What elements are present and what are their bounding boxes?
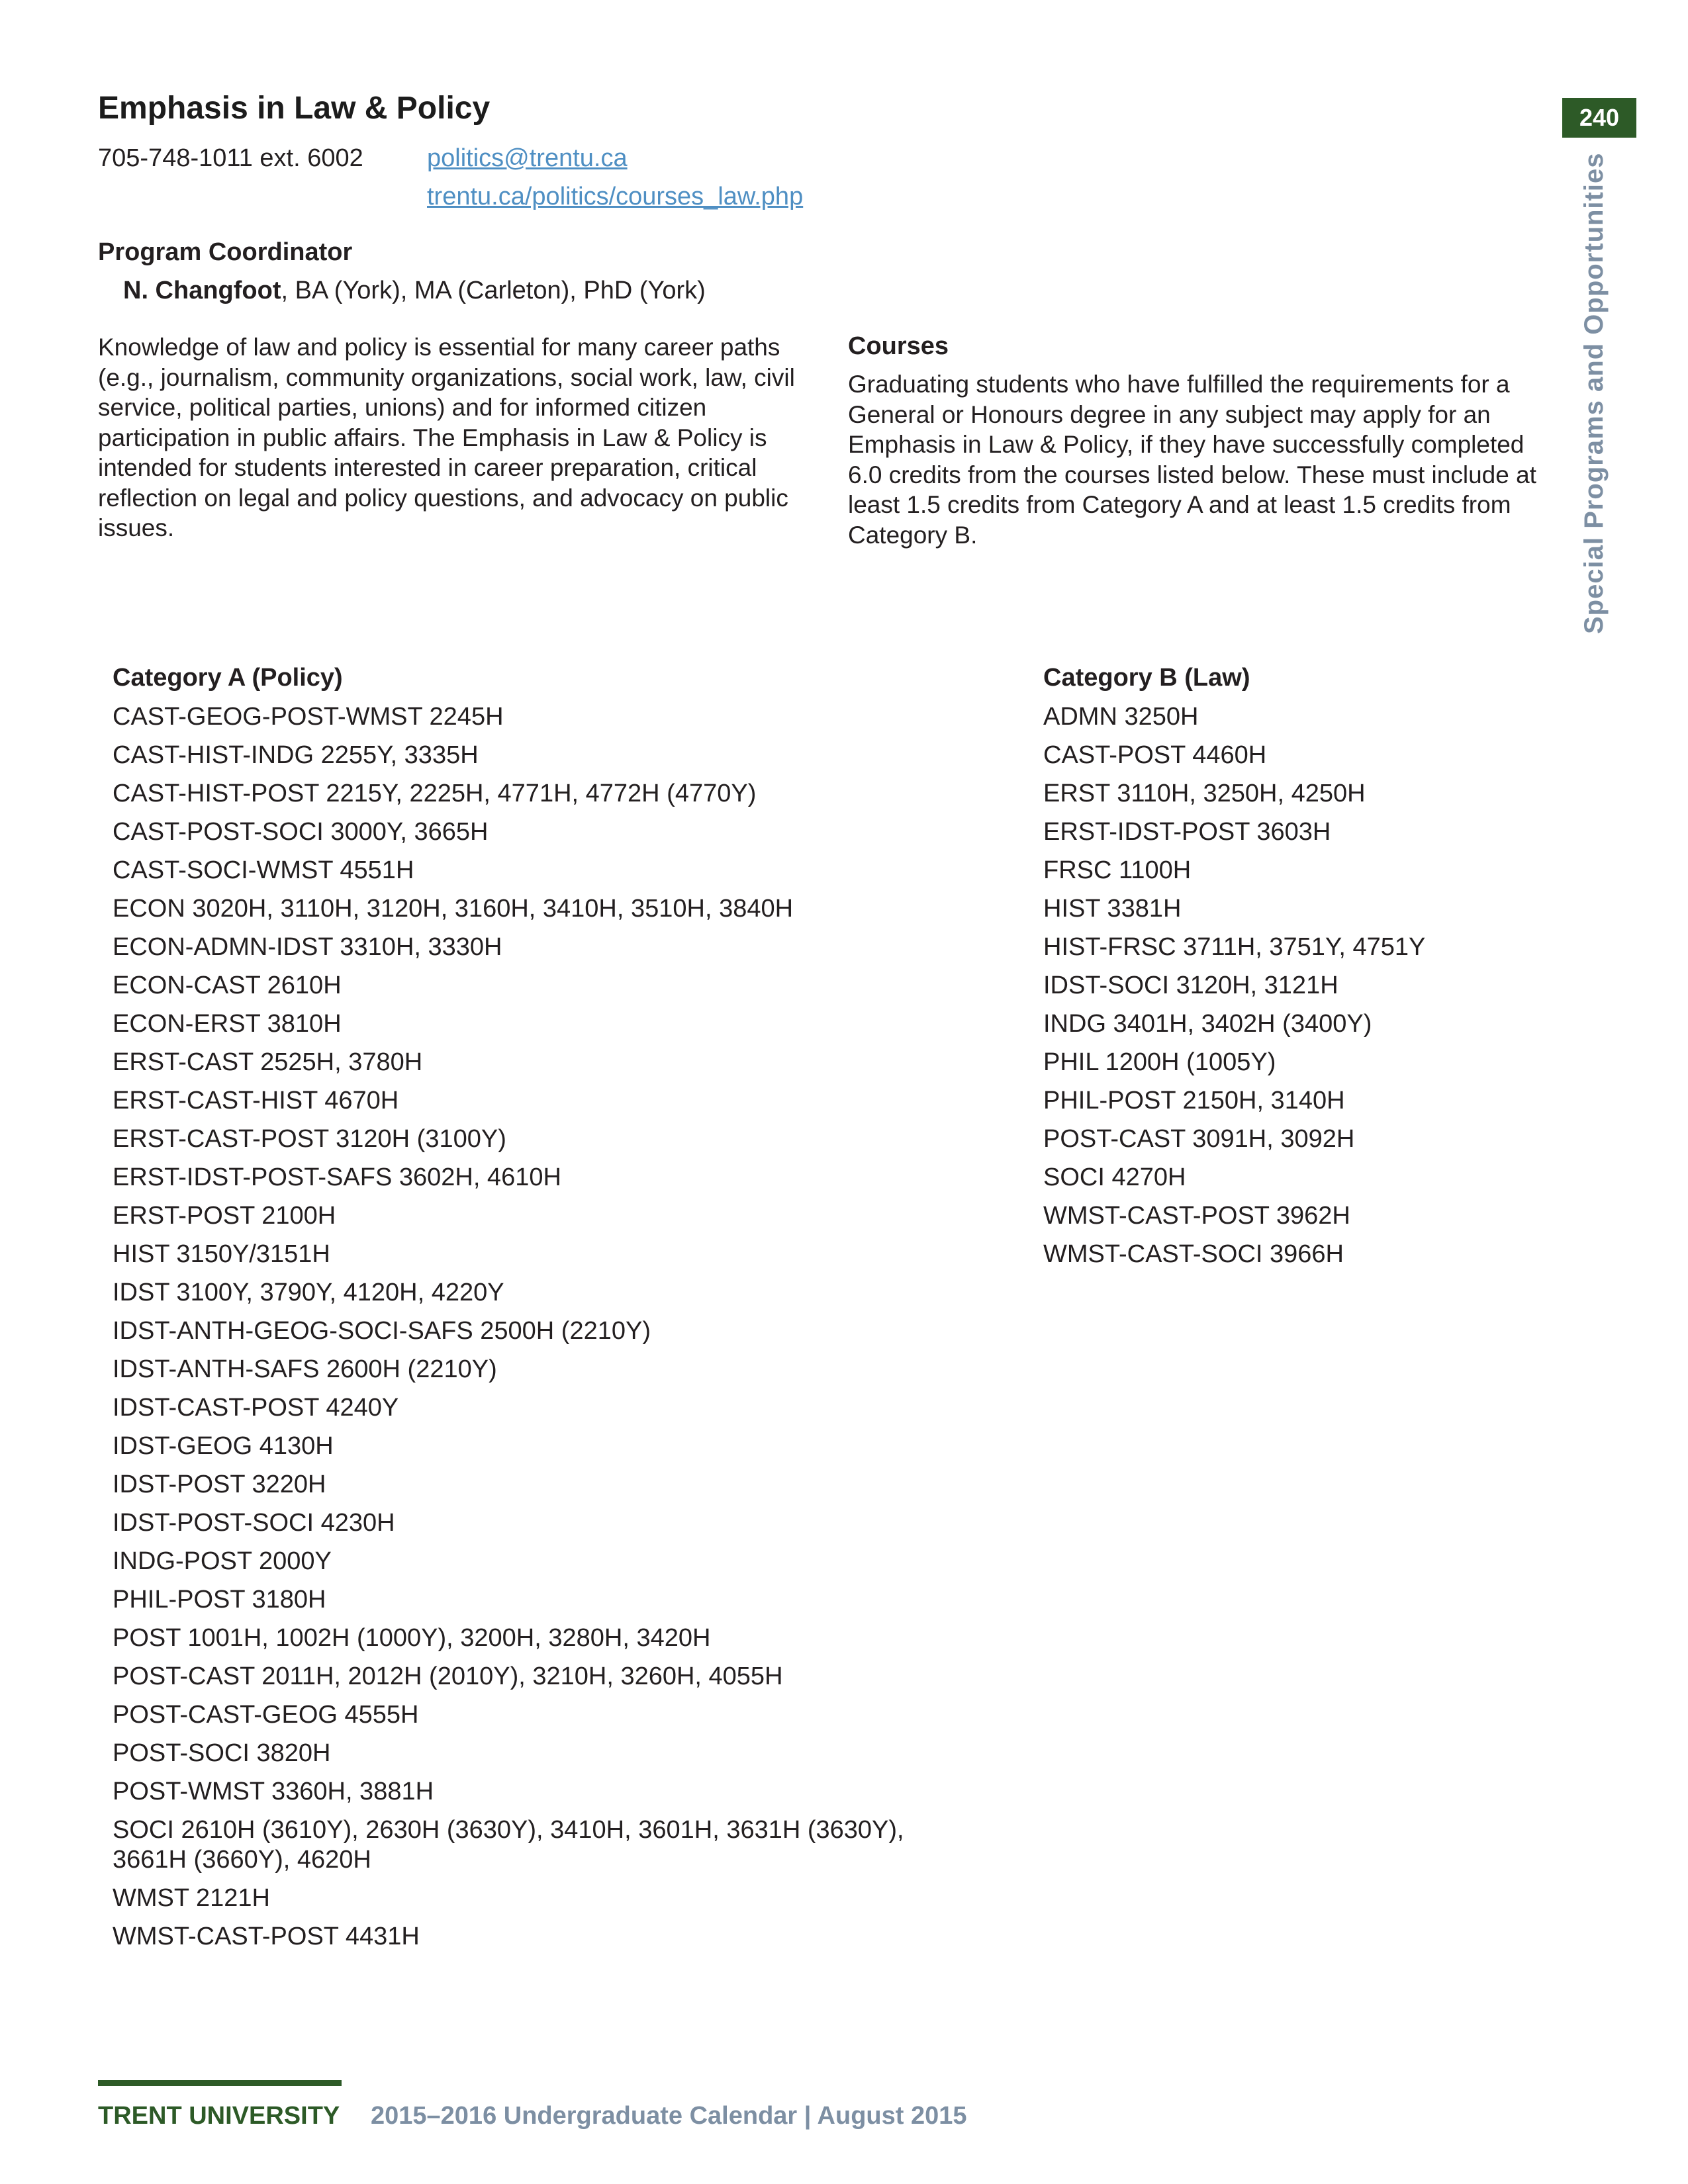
list-item: CAST-POST-SOCI 3000Y, 3665H: [113, 818, 489, 846]
list-item: IDST-ANTH-GEOG-SOCI-SAFS 2500H (2210Y): [113, 1317, 651, 1345]
phone-number: 705-748-1011 ext. 6002: [98, 144, 363, 172]
list-item: CAST-HIST-INDG 2255Y, 3335H: [113, 741, 479, 769]
list-item: IDST-CAST-POST 4240Y: [113, 1394, 399, 1422]
list-item: ERST-CAST 2525H, 3780H: [113, 1048, 423, 1076]
courses-heading: Courses: [848, 332, 949, 360]
list-item: WMST-CAST-SOCI 3966H: [1043, 1240, 1344, 1268]
list-item: IDST-GEOG 4130H: [113, 1432, 334, 1460]
list-item: ECON 3020H, 3110H, 3120H, 3160H, 3410H, 3510H, 3840H: [113, 895, 794, 923]
list-item: ADMN 3250H: [1043, 703, 1199, 731]
list-item: HIST-FRSC 3711H, 3751Y, 4751Y: [1043, 933, 1426, 961]
list-item: INDG-POST 2000Y: [113, 1547, 332, 1575]
list-item: ERST-IDST-POST-SAFS 3602H, 4610H: [113, 1163, 561, 1191]
list-item: CAST-HIST-POST 2215Y, 2225H, 4771H, 4772H (4770Y): [113, 780, 757, 807]
courses-paragraph: Graduating students who have fulfilled the requirements for a General or Honours degree in any subject may apply for an Emphasis in Law & Policy, if they have successfully completed 6.0 credits from the courses listed below. These must include at least 1.5 credits from Category A and at least 1.5 credits from Category B.: [848, 371, 1536, 549]
footer-university: TRENT UNIVERSITY: [98, 2102, 340, 2130]
list-item: POST-CAST 2011H, 2012H (2010Y), 3210H, 3260H, 4055H: [113, 1662, 783, 1690]
list-item: CAST-POST 4460H: [1043, 741, 1267, 769]
list-item: POST-CAST-GEOG 4555H: [113, 1701, 419, 1729]
page-number-badge: 240: [1562, 98, 1636, 138]
email-link[interactable]: politics@trentu.ca: [427, 144, 628, 172]
footer-rule: [98, 2080, 342, 2086]
list-item: POST-WMST 3360H, 3881H: [113, 1778, 434, 1805]
coordinator-heading: Program Coordinator: [98, 238, 353, 266]
list-item: POST-CAST 3091H, 3092H: [1043, 1125, 1355, 1153]
category-b-heading: Category B (Law): [1043, 664, 1250, 692]
list-item: ERST-CAST-POST 3120H (3100Y): [113, 1125, 506, 1153]
list-item: IDST-POST 3220H: [113, 1471, 326, 1498]
list-item: ERST 3110H, 3250H, 4250H: [1043, 780, 1366, 807]
list-item: PHIL-POST 3180H: [113, 1586, 326, 1614]
category-a-list: [113, 702, 973, 1960]
list-item: ERST-IDST-POST 3603H: [1043, 818, 1331, 846]
section-side-label: Special Programs and Opportunities: [1579, 152, 1609, 634]
list-item: ECON-CAST 2610H: [113, 972, 342, 999]
list-item: IDST-SOCI 3120H, 3121H: [1043, 972, 1338, 999]
list-item: IDST-POST-SOCI 4230H: [113, 1509, 395, 1537]
list-item: HIST 3381H: [1043, 895, 1182, 923]
list-item: ERST-POST 2100H: [113, 1202, 336, 1230]
courses-url-link[interactable]: trentu.ca/politics/courses_law.php: [427, 183, 804, 210]
list-item: ECON-ADMN-IDST 3310H, 3330H: [113, 933, 502, 961]
list-item: CAST-GEOG-POST-WMST 2245H: [113, 703, 504, 731]
list-item: IDST 3100Y, 3790Y, 4120H, 4220Y: [113, 1279, 504, 1306]
list-item: WMST 2121H: [113, 1884, 270, 1912]
footer-calendar: 2015–2016 Undergraduate Calendar | August 2015: [371, 2102, 967, 2130]
list-item: POST 1001H, 1002H (1000Y), 3200H, 3280H, 3420H: [113, 1624, 711, 1652]
list-item: ERST-CAST-HIST 4670H: [113, 1087, 399, 1115]
category-b-list: [1043, 702, 1573, 1278]
list-item: SOCI 2610H (3610Y), 2630H (3630Y), 3410H, 3601H, 3631H (3630Y), 3661H (3660Y), 4620H: [113, 1816, 904, 1874]
list-item: PHIL 1200H (1005Y): [1043, 1048, 1276, 1076]
list-item: IDST-ANTH-SAFS 2600H (2210Y): [113, 1355, 497, 1383]
coordinator-line: [123, 277, 706, 305]
list-item: FRSC 1100H: [1043, 856, 1192, 884]
category-a-heading: Category A (Policy): [113, 664, 343, 692]
list-item: HIST 3150Y/3151H: [113, 1240, 330, 1268]
list-item: POST-SOCI 3820H: [113, 1739, 331, 1767]
list-item: CAST-SOCI-WMST 4551H: [113, 856, 414, 884]
list-item: SOCI 4270H: [1043, 1163, 1186, 1191]
intro-paragraph: Knowledge of law and policy is essential for many career paths (e.g., journalism, community organizations, social work, law, civil service, political parties, unions) and for informed citizen participation in public affairs. The Emphasis in Law & Policy is intended for students interested in career preparation, critical reflection on legal and policy questions, and advocacy on public issues.: [98, 334, 795, 541]
list-item: WMST-CAST-POST 3962H: [1043, 1202, 1350, 1230]
list-item: ECON-ERST 3810H: [113, 1010, 342, 1038]
list-item: PHIL-POST 2150H, 3140H: [1043, 1087, 1345, 1115]
page-title: Emphasis in Law & Policy: [98, 91, 491, 126]
coordinator-credentials: , BA (York), MA (Carleton), PhD (York): [281, 277, 706, 304]
list-item: INDG 3401H, 3402H (3400Y): [1043, 1010, 1372, 1038]
coordinator-name: N. Changfoot: [123, 277, 281, 304]
list-item: WMST-CAST-POST 4431H: [113, 1923, 420, 1950]
